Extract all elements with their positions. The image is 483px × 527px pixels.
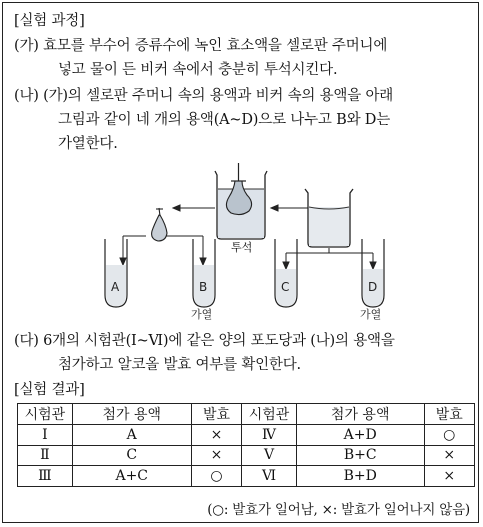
table-cell: Ⅵ: [242, 466, 297, 487]
table-cell: Ⅳ: [242, 425, 297, 446]
test-tube-b: [193, 239, 215, 307]
dialysis-beaker: [215, 163, 267, 239]
heat-label-d: 가열: [360, 308, 382, 321]
table-cell: Ⅴ: [242, 445, 297, 466]
table-cell: ×: [191, 445, 241, 466]
table-cell: A+C: [72, 466, 191, 487]
outer-solution-beaker: [305, 189, 353, 247]
table-cell: B+C: [296, 445, 424, 466]
header-cell: 첨가 용액: [72, 404, 191, 425]
test-tube-d: [362, 239, 384, 307]
heat-label-b: 가열: [191, 308, 213, 321]
table-cell: A+D: [296, 425, 424, 446]
process-title: [실험 과정]: [14, 13, 85, 29]
tube-label-d: D: [368, 280, 378, 294]
table-cell: ○: [191, 466, 241, 487]
tube-label-b: B: [199, 280, 208, 294]
table-header-row: [18, 404, 475, 425]
header-cell: 시험관: [18, 404, 73, 425]
table-cell: B+D: [296, 466, 424, 487]
results-title: [실험 결과]: [14, 382, 85, 398]
table-cell: Ⅱ: [18, 445, 73, 466]
step-na-line1: (나) (가)의 셀로판 주머니 속의 용액과 비커 속의 용액을 아래: [14, 88, 394, 104]
table-cell: ×: [191, 425, 241, 446]
cellophane-bag: [152, 208, 167, 241]
results-legend: (○: 발효가 일어남, ×: 발효가 일어나지 않음): [207, 502, 470, 518]
tube-label-a: A: [111, 280, 120, 294]
dialysis-label: 투석: [231, 241, 253, 254]
table-cell: Ⅰ: [18, 425, 73, 446]
header-cell: 첨가 용액: [296, 404, 424, 425]
table-cell: C: [72, 445, 191, 466]
header-cell: 발효: [191, 404, 241, 425]
table-row: [18, 445, 475, 466]
table-cell: ○: [424, 425, 474, 446]
step-ga-line2: 넣고 물이 든 비커 속에서 충분히 투석시킨다.: [58, 62, 338, 78]
step-da-line1: (다) 6개의 시험관(Ⅰ~Ⅵ)에 같은 양의 포도당과 (나)의 용액을: [14, 333, 395, 349]
problem-box: [2, 2, 479, 523]
step-na-line2: 그림과 같이 네 개의 용액(A~D)으로 나누고 B와 D는: [58, 112, 391, 128]
experiment-diagram: [3, 3, 480, 333]
step-ga-line1: (가) 효모를 부수어 증류수에 녹인 효소액을 셀로판 주머니에: [14, 38, 388, 54]
tube-label-c: C: [281, 280, 290, 294]
step-na-line3: 가열한다.: [58, 136, 118, 152]
table-cell: ×: [424, 445, 474, 466]
test-tube-a: [105, 239, 127, 307]
table-cell: A: [72, 425, 191, 446]
step-da-line2: 첨가하고 알코올 발효 여부를 확인한다.: [58, 357, 301, 373]
header-cell: 발효: [424, 404, 474, 425]
header-cell: 시험관: [242, 404, 297, 425]
table-cell: ×: [424, 466, 474, 487]
table-row: [18, 425, 475, 446]
test-tube-c: [275, 239, 297, 307]
results-table: [17, 403, 475, 487]
table-cell: Ⅲ: [18, 466, 73, 487]
table-row: [18, 466, 475, 487]
